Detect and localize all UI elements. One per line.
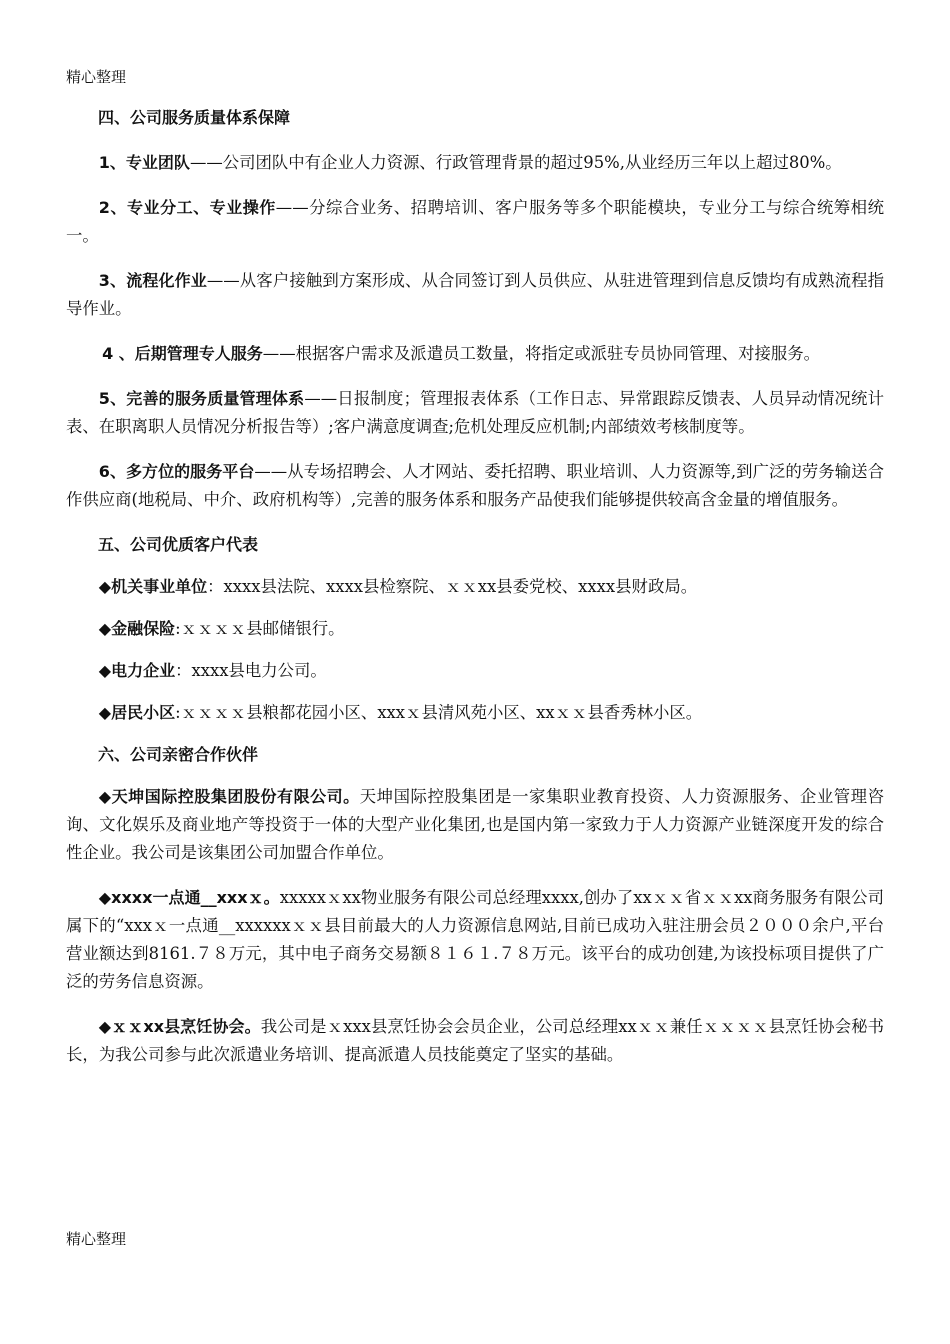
client-item-1 xyxy=(66,573,884,601)
item-text: ：xxxx县电力公司。 xyxy=(175,661,327,680)
section6-heading: 六、公司亲密合作伙伴 xyxy=(98,745,259,764)
item-label: ◆金融保险 xyxy=(98,619,176,638)
section5-heading: 五、公司优质客户代表 xyxy=(98,535,259,554)
item-label: ◆机关事业单位 xyxy=(98,577,208,596)
partner-item-1 xyxy=(66,783,884,867)
item-text: 天坤国际控股集团是一家集职业教育投资、人力资源服务、企业管理咨询、文化娱乐及商业地产等投资于一体的大型产业化集团,也是国内第一家致力于人力资源产业链深度开发的综合性企业。我公司是该集团公司加盟合作单位。 xyxy=(66,787,885,862)
section4-item-1 xyxy=(66,149,884,177)
client-item-2 xyxy=(66,615,884,643)
item-text: ：xxxx县法院、xxxx县检察院、ｘｘxx县委党校、xxxx县财政局。 xyxy=(207,577,698,596)
item-text: :ｘｘｘｘ县邮储银行。 xyxy=(175,619,345,638)
item-text: :ｘｘｘｘ县粮都花园小区、xxxｘ县清风苑小区、xxｘｘ县香秀林小区。 xyxy=(175,703,703,722)
item-text: ——根据客户需求及派遣员工数量，将指定或派驻专员协同管理、对接服务。 xyxy=(262,344,821,363)
partner-item-2 xyxy=(66,884,884,996)
section4-item-2 xyxy=(66,194,884,250)
item-label: 4 、后期管理专人服务 xyxy=(102,344,263,363)
section4-item-4 xyxy=(66,340,884,368)
item-text: ——日报制度；管理报表体系（工作日志、异常跟踪反馈表、人员异动情况统计表、在职离职人员情况分析报告等）;客户满意度调查;危机处理反应机制;内部绩效考核制度等。 xyxy=(66,389,885,436)
section4-item-3 xyxy=(66,267,884,323)
item-text: ——分综合业务、招聘培训、客户服务等多个职能模块，专业分工与综合统筹相统一。 xyxy=(66,198,884,245)
item-label: 1、专业团队 xyxy=(98,153,190,172)
partner-item-3 xyxy=(66,1013,884,1069)
item-text: ——公司团队中有企业人力资源、行政管理背景的超过95%,从业经历三年以上超过80%。 xyxy=(189,153,842,172)
item-text: 我公司是ｘxxx县烹饪协会会员企业，公司总经理xxｘｘ兼任ｘｘｘｘ县烹饪协会秘书长，为我公司参与此次派遣业务培训、提高派遣人员技能奠定了坚实的基础。 xyxy=(66,1017,885,1064)
item-label: 5、完善的服务质量管理体系 xyxy=(98,389,305,408)
item-label: ◆天坤国际控股集团股份有限公司。 xyxy=(98,787,360,806)
item-label: ◆电力企业 xyxy=(98,661,176,680)
item-label: 6、多方位的服务平台 xyxy=(98,462,255,481)
client-item-4 xyxy=(66,699,884,727)
section4-heading: 四、公司服务质量体系保障 xyxy=(98,108,291,127)
section4-item-5 xyxy=(66,385,884,441)
item-label: ◆居民小区 xyxy=(98,703,176,722)
item-text: ——从客户接触到方案形成、从合同签订到人员供应、从驻进管理到信息反馈均有成熟流程指导作业。 xyxy=(66,271,884,318)
client-item-3 xyxy=(66,657,884,685)
item-label: 3、流程化作业 xyxy=(98,271,207,290)
section4-item-6 xyxy=(66,458,884,514)
item-label: ◆xxxx一点通__xxxｘ。 xyxy=(98,888,280,907)
item-text: ——从专场招聘会、人才网站、委托招聘、职业培训、人力资源等,到广泛的劳务输送合作供应商(地税局、中介、政府机构等）,完善的服务体系和服务产品使我们能够提供较高含金量的增值服务。 xyxy=(66,462,884,509)
item-label: ◆ｘｘxx县烹饪协会。 xyxy=(98,1017,261,1036)
item-label: 2、专业分工、专业操作 xyxy=(98,198,276,217)
page-footer: 精心整理 xyxy=(66,1230,127,1248)
page-header: 精心整理 xyxy=(66,68,127,86)
document-body xyxy=(66,104,884,1086)
item-text: xxxxxｘxx物业服务有限公司总经理xxxx,创办了xxｘｘ省ｘｘxx商务服务有限公司属下的“xxxｘ一点通__xxxxxxｘｘ县目前最大的人力资源信息网站,目前已成功入驻注册会员２０００余户,平台营业额达到8161.７８万元，其中电子商务交易额８１６１.７８万元。该平台的成功创建,为该投标项目提供了广泛的劳务信息资源。 xyxy=(66,888,884,991)
